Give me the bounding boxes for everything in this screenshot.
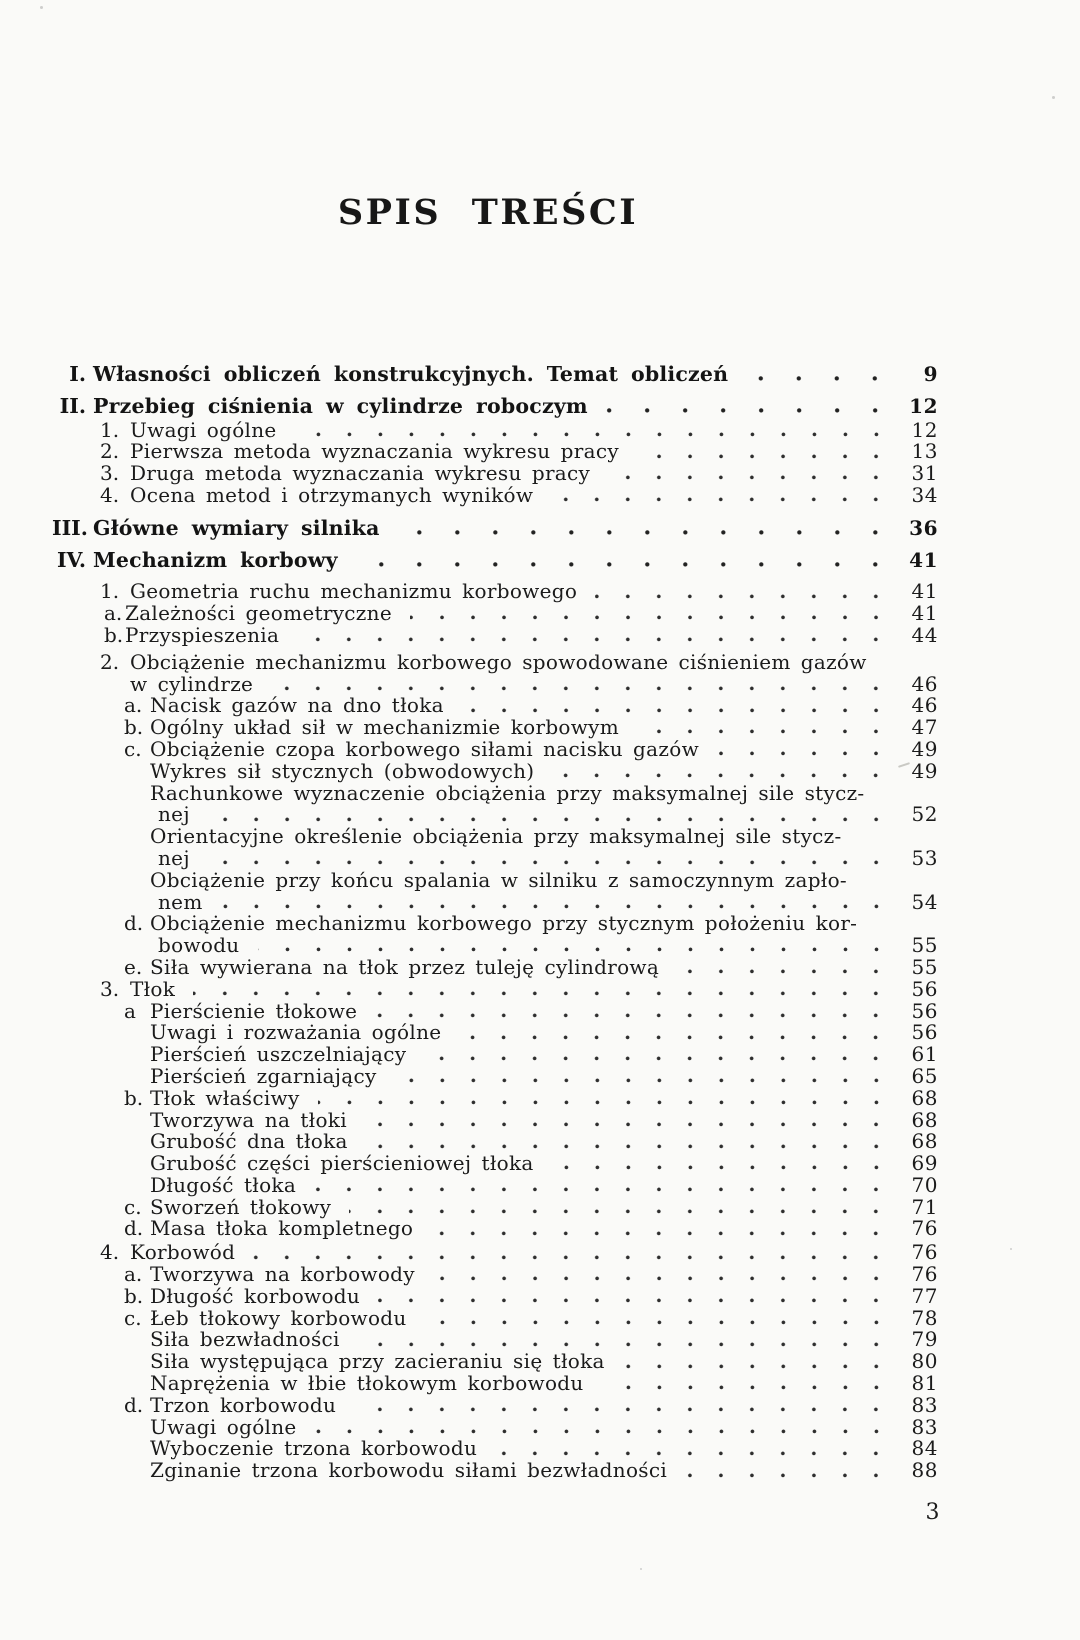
toc-entry-page: 12 (909, 393, 938, 418)
toc-entry (52, 1242, 938, 1264)
toc-entry (52, 1218, 938, 1240)
toc-entry-text: w cylindrze (130, 671, 254, 696)
toc-entry-page: 79 (911, 1327, 938, 1352)
toc-entry (52, 482, 938, 507)
toc-entry-label: d. (124, 1216, 144, 1241)
toc-entry (52, 913, 938, 935)
toc-entry-page: 65 (911, 1063, 938, 1088)
dot-leader (602, 1385, 880, 1390)
dot-leader (375, 1013, 880, 1018)
dot-leader (208, 860, 880, 865)
toc-entry (52, 976, 938, 1001)
toc-entry-page: 49 (911, 736, 938, 761)
toc-entry (52, 515, 938, 540)
toc-entry-page: 68 (911, 1107, 938, 1132)
toc-entry-page: 84 (911, 1436, 938, 1461)
toc-entry-page: 52 (911, 802, 938, 827)
dot-leader (717, 751, 880, 756)
toc-entry (52, 695, 938, 717)
toc-entry-label: d. (124, 911, 144, 936)
toc-entry (52, 1131, 938, 1153)
toc-entry (52, 1107, 938, 1132)
toc-entry-label: 2. (100, 649, 120, 674)
toc-entry-page: 78 (911, 1305, 938, 1330)
toc-entry (52, 671, 938, 696)
dot-leader (637, 454, 880, 459)
toc-entry (52, 998, 938, 1023)
toc-entry (52, 1264, 938, 1286)
toc-entry (52, 581, 938, 603)
dot-leader (297, 637, 880, 642)
toc-entry-page: 68 (911, 1085, 938, 1110)
dot-leader (318, 1100, 880, 1105)
toc-entry-text: Rachunkowe wyznaczenie obciążenia przy maksymalnej sile stycz- (150, 780, 865, 805)
dot-leader (358, 1342, 880, 1347)
toc-entry (52, 1194, 938, 1219)
toc-entry (52, 649, 938, 674)
toc-entry-label: a (124, 998, 136, 1023)
toc-entry-text: Uwagi ogólne (150, 1414, 297, 1439)
toc-entry-page: 61 (911, 1042, 938, 1067)
dot-leader (424, 1056, 880, 1061)
dot-leader (433, 1276, 880, 1281)
toc-entry-label: b. (124, 1085, 144, 1110)
toc-entry-page: 34 (911, 482, 938, 507)
toc-entry-page: 46 (911, 693, 938, 718)
toc-entry-page: 12 (911, 417, 938, 442)
toc-entry-page: 36 (909, 515, 938, 540)
toc-entry-label: 4. (100, 482, 120, 507)
toc-entry-label: 1. (100, 417, 120, 442)
toc-entry-page: 88 (911, 1458, 938, 1483)
toc-entry-text: Obciążenie mechanizmu korbowego spowodowane ciśnieniem gazów (130, 649, 867, 674)
toc-entry (52, 1283, 938, 1308)
toc-entry-text: Ogólny układ sił w mechanizmie korbowym (150, 715, 620, 740)
toc-entry (52, 717, 938, 739)
dot-leader (637, 729, 880, 734)
toc-entry-text: Naprężenia w łbie tłokowym korbowodu (150, 1371, 584, 1396)
toc-entry-label: 1. (100, 579, 120, 604)
toc-entry-label: b. (124, 1283, 144, 1308)
dot-leader (253, 1255, 880, 1260)
toc-entry-text: Zależności geometryczne (125, 601, 392, 626)
toc-entry-label: b. (104, 622, 124, 647)
toc-entry-label: a. (124, 1262, 143, 1287)
toc-entry-text: nej (158, 802, 190, 827)
toc-entry (52, 364, 938, 386)
toc-entry (52, 1022, 938, 1044)
page-number-footer: 3 (925, 1500, 940, 1525)
dot-leader (551, 497, 880, 502)
dot-leader (378, 1298, 880, 1303)
dot-leader (860, 838, 880, 843)
toc-entry-text: Przyspieszenia (125, 622, 280, 647)
toc-entry-text: Siła wywierana na tłok przez tuleję cylindrową (150, 954, 660, 979)
dot-leader (552, 773, 880, 778)
dot-leader (295, 432, 880, 437)
toc-entry-text: Trzon korbowodu (150, 1392, 337, 1417)
toc-entry (52, 603, 938, 625)
toc-entry-text: Obciążenie czopa korbowego siłami nacisku gazów (150, 736, 699, 761)
toc-entry-page: 76 (911, 1262, 938, 1287)
toc-entry-text: Siła występująca przy zacieraniu się tłoka (150, 1349, 605, 1374)
dot-leader (431, 1231, 880, 1236)
toc-entry (52, 1351, 938, 1373)
toc-entry-text: Uwagi ogólne (130, 417, 277, 442)
dot-leader (623, 1364, 880, 1369)
toc-entry (52, 826, 938, 848)
dot-leader (410, 615, 880, 620)
dot-leader (258, 947, 881, 952)
toc-entry-text: Łeb tłokowy korbowodu (150, 1305, 407, 1330)
toc-entry (52, 1329, 938, 1351)
toc-entry-text: Grubość części pierścieniowej tłoka (150, 1151, 534, 1176)
dot-leader (315, 1429, 880, 1434)
toc-entry-text: Tłok właściwy (150, 1085, 300, 1110)
toc-entry-text: Obciążenie przy końcu spalania w silniku z samoczynnym zapło- (150, 867, 847, 892)
toc-list (52, 364, 938, 1482)
dot-leader (685, 1473, 880, 1478)
dot-leader (271, 686, 880, 691)
dot-leader (314, 1187, 880, 1192)
toc-entry-text: Główne wymiary silnika (93, 515, 380, 540)
toc-entry-text: Sworzeń tłokowy (150, 1194, 332, 1219)
toc-entry-page: 76 (911, 1240, 938, 1265)
dot-leader (865, 882, 880, 887)
dot-leader (356, 562, 880, 567)
toc-entry-text: nej (158, 845, 190, 870)
toc-entry-text: Orientacyjne określenie obciążenia przy maksymalnej sile stycz- (150, 824, 842, 849)
toc-entry-label: 3. (100, 461, 120, 486)
toc-entry-text: Mechanizm korbowy (93, 547, 338, 572)
toc-entry-text: Tworzywa na korbowody (150, 1262, 415, 1287)
toc-entry (52, 758, 938, 783)
toc-entry-page: 56 (911, 1020, 938, 1045)
toc-entry-text: Grubość dna tłoka (150, 1129, 348, 1154)
dot-leader (875, 926, 880, 931)
dot-leader (354, 1407, 880, 1412)
toc-entry-text: Pierścienie tłokowe (150, 998, 358, 1023)
toc-entry-text: nem (158, 889, 203, 914)
dot-leader (495, 1451, 880, 1456)
toc-entry (52, 1044, 938, 1066)
toc-entry-label: IV. (56, 547, 86, 572)
toc-entry (52, 441, 938, 463)
toc-entry (52, 889, 938, 914)
toc-entry-text: Przebieg ciśnienia w cylindrze roboczym (93, 393, 588, 418)
dot-leader (349, 1209, 880, 1214)
toc-entry-text: Zginanie trzona korbowodu siłami bezwładności (150, 1458, 668, 1483)
toc-entry-page: 70 (911, 1172, 938, 1197)
toc-entry-text: Pierścień zgarniający (150, 1063, 377, 1088)
dot-leader (193, 991, 880, 996)
toc-entry-text: Pierścień uszczelniający (150, 1042, 407, 1067)
dot-leader (425, 1320, 880, 1325)
toc-entry-text: Ocena metod i otrzymanych wyników (130, 482, 534, 507)
toc-entry-label: 2. (100, 439, 120, 464)
toc-entry (52, 1414, 938, 1439)
dot-leader (398, 530, 880, 535)
toc-entry-text: Geometria ruchu mechanizmu korbowego (130, 579, 578, 604)
toc-entry-page: 77 (911, 1283, 938, 1308)
toc-entry-text: Wyboczenie trzona korbowodu (150, 1436, 478, 1461)
toc-entry (52, 1063, 938, 1088)
toc-entry (52, 622, 938, 647)
page-title: SPIS TREŚCI (337, 192, 639, 233)
dot-leader (746, 376, 880, 381)
toc-entry (52, 736, 938, 761)
toc-entry-text: Długość korbowodu (150, 1283, 361, 1308)
toc-entry-text: Korbowód (130, 1240, 236, 1265)
toc-entry (52, 1153, 938, 1175)
toc-entry-page: 31 (911, 461, 938, 486)
toc-entry-page: 41 (911, 601, 938, 626)
toc-entry-label: e. (124, 954, 143, 979)
dot-leader (221, 904, 880, 909)
toc-entry-page: 55 (911, 933, 938, 958)
toc-entry (52, 804, 938, 826)
toc-entry-text: bowodu (158, 933, 240, 958)
toc-entry-page: 55 (911, 954, 938, 979)
toc-entry (52, 393, 938, 418)
dot-leader (462, 708, 880, 713)
dot-leader (552, 1165, 880, 1170)
toc-entry (52, 1373, 938, 1395)
toc-entry-label: b. (124, 715, 144, 740)
toc-entry-label: II. (59, 393, 86, 418)
dot-leader (608, 475, 880, 480)
toc-entry-page: 49 (911, 758, 938, 783)
toc-entry (52, 1305, 938, 1330)
toc-entry-text: Długość tłoka (150, 1172, 297, 1197)
toc-entry (52, 417, 938, 442)
toc-entry-page: 83 (911, 1414, 938, 1439)
toc-entry-text: Druga metoda wyznaczania wykresu pracy (130, 461, 591, 486)
toc-entry-label: c. (124, 1305, 142, 1330)
toc-entry-label: 3. (100, 976, 120, 1001)
toc-entry-page: 13 (911, 439, 938, 464)
toc-entry (52, 845, 938, 870)
toc-entry-text: Masa tłoka kompletnego (150, 1216, 414, 1241)
toc-entry-label: d. (124, 1392, 144, 1417)
toc-entry-label: c. (124, 1194, 142, 1219)
toc-entry (52, 954, 938, 979)
toc-entry-text: Własności obliczeń konstrukcyjnych. Temat obliczeń (93, 362, 729, 386)
toc-entry-page: 47 (911, 715, 938, 740)
dot-leader (366, 1144, 880, 1149)
toc-entry-page: 68 (911, 1129, 938, 1154)
toc-entry (52, 867, 938, 892)
toc-entry-page: 56 (911, 998, 938, 1023)
toc-entry-page: 53 (911, 845, 938, 870)
toc-entry (52, 780, 938, 805)
toc-entry-page: 83 (911, 1392, 938, 1417)
toc-entry (52, 1438, 938, 1460)
scan-speckle (40, 6, 43, 9)
dot-leader (208, 817, 880, 822)
toc-entry-page: 56 (911, 976, 938, 1001)
toc-entry-page: 54 (911, 889, 938, 914)
toc-entry (52, 1460, 938, 1482)
toc-entry-page: 76 (911, 1216, 938, 1241)
toc-entry-page: 69 (911, 1151, 938, 1176)
dot-leader (595, 594, 880, 599)
dot-leader (395, 1078, 880, 1083)
toc-entry (52, 1392, 938, 1417)
toc-entry (52, 547, 938, 572)
toc-entry (52, 463, 938, 485)
toc-entry-page: 80 (911, 1349, 938, 1374)
toc-entry-text: Obciążenie mechanizmu korbowego przy stycznym położeniu kor- (150, 911, 858, 936)
toc-entry-text: Nacisk gazów na dno tłoka (150, 693, 444, 718)
toc-entry-text: Wykres sił stycznych (obwodowych) (150, 758, 535, 783)
toc-entry-text: Uwagi i rozważania ogólne (150, 1020, 442, 1045)
toc-entry-page: 71 (911, 1194, 938, 1219)
toc-entry-label: 4. (100, 1240, 120, 1265)
toc-entry-page: 41 (911, 579, 938, 604)
toc-entry-page: 46 (911, 671, 938, 696)
toc-entry-page: 44 (911, 622, 938, 647)
dot-leader (365, 1122, 880, 1127)
scan-speckle (640, 1568, 642, 1570)
toc-entry-label: a. (104, 601, 123, 626)
toc-entry-page: 81 (911, 1371, 938, 1396)
toc-entry-label: a. (124, 693, 143, 718)
toc-entry-text: Siła bezwładności (150, 1327, 340, 1352)
toc-entry-label: I. (69, 362, 86, 386)
toc-entry (52, 1085, 938, 1110)
toc-entry (52, 935, 938, 957)
dot-leader (606, 408, 880, 413)
toc-entry (52, 1172, 938, 1197)
toc-entry-label: III. (52, 515, 88, 540)
toc-entry-text: Tłok (130, 976, 176, 1001)
dot-leader (459, 1035, 880, 1040)
toc-entry-text: Tworzywa na tłoki (150, 1107, 347, 1132)
dot-leader (677, 969, 880, 974)
toc-entry-page: 9 (923, 362, 938, 386)
toc-entry-page: 41 (909, 547, 938, 572)
scan-speckle (1010, 1248, 1012, 1250)
scan-speckle (1052, 96, 1055, 99)
toc-entry-text: Pierwsza metoda wyznaczania wykresu pracy (130, 439, 619, 464)
toc-entry-label: c. (124, 736, 142, 761)
